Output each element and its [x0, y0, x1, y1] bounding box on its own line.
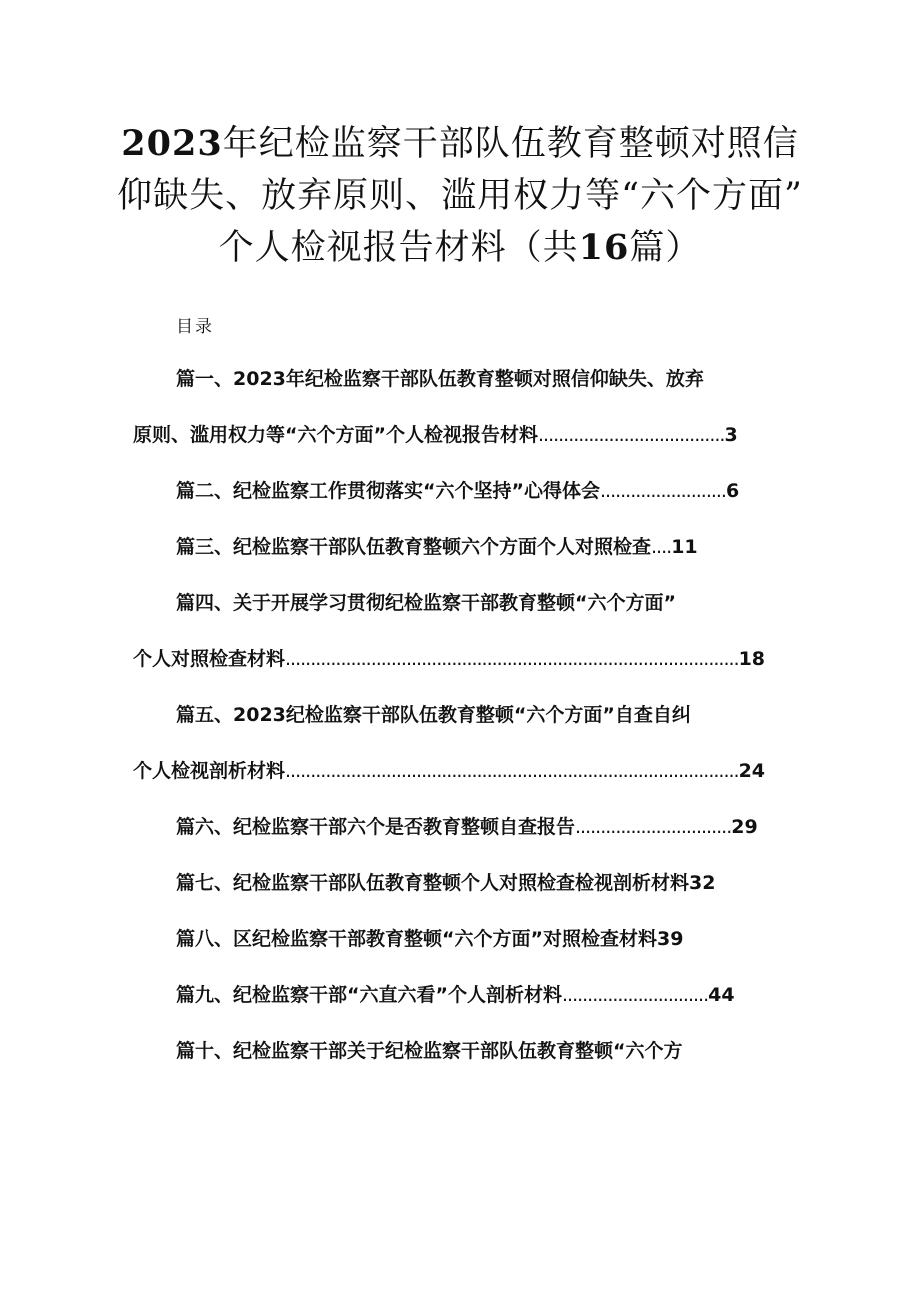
- toc-leader-dots: ..........................................................................................: [285, 648, 739, 670]
- toc-entry-2[interactable]: [176, 479, 739, 503]
- toc-entry-8[interactable]: [176, 927, 683, 951]
- title-count: 16: [578, 227, 630, 268]
- title-line-3: [0, 222, 920, 274]
- toc-entry-text: 篇五、2023纪检监察干部队伍教育整顿“六个方面”自查自纠: [176, 704, 691, 726]
- toc-entry-10[interactable]: [176, 1039, 683, 1063]
- toc-leader-dots: .............................: [561, 984, 709, 1006]
- toc-leader-dots: .....................................: [537, 424, 725, 446]
- title-line-3-pre: 个人检视报告材料（共: [218, 228, 579, 268]
- toc-page-number: 6: [725, 480, 740, 502]
- toc-entry-3[interactable]: [176, 535, 698, 559]
- toc-entry-6[interactable]: [176, 815, 758, 839]
- title-line-1-text: 年纪检监察干部队伍教育整顿对照信: [222, 124, 799, 164]
- toc-leader-dots: ..........................................................................................: [285, 760, 739, 782]
- toc-entry-text: 篇三、纪检监察干部队伍教育整顿六个方面个人对照检查: [176, 536, 652, 558]
- toc-page-number: 11: [671, 536, 698, 558]
- title-year: 2023: [121, 123, 223, 164]
- toc-entry-text: 篇七、纪检监察干部队伍教育整顿个人对照检查检视剖析材料: [176, 872, 690, 894]
- toc-page-number: 24: [738, 760, 766, 782]
- toc-entry-5-line-1[interactable]: [176, 703, 691, 727]
- toc-entry-text: 篇九、纪检监察干部“六直六看”个人剖析材料: [176, 984, 562, 1006]
- toc-entry-text: 篇八、区纪检监察干部教育整顿“六个方面”对照检查材料: [176, 928, 657, 950]
- title-line-3-post: 篇）: [629, 228, 702, 268]
- toc-entry-text: 个人检视剖析材料: [133, 760, 286, 782]
- title-line-2: 仰缺失、放弃原则、滥用权力等“六个方面”: [117, 176, 803, 216]
- toc-page-number: 29: [731, 816, 758, 838]
- toc-page-number: 39: [656, 928, 684, 950]
- toc-entry-1-line-2[interactable]: [133, 423, 738, 447]
- toc-entry-text: 篇一、2023年纪检监察干部队伍教育整顿对照信仰缺失、放弃: [176, 368, 704, 390]
- toc-entry-text: 篇六、纪检监察干部六个是否教育整顿自查报告: [176, 816, 576, 838]
- toc-page-number: 18: [738, 648, 766, 670]
- toc-entry-5-line-2[interactable]: [133, 759, 765, 783]
- toc-entry-4-line-1[interactable]: [176, 591, 676, 615]
- toc-entry-text: 篇四、关于开展学习贯彻纪检监察干部教育整顿“六个方面”: [176, 592, 676, 614]
- toc-entry-text: 原则、滥用权力等“六个方面”个人检视报告材料: [133, 424, 538, 446]
- toc-entry-text: 篇二、纪检监察工作贯彻落实“六个坚持”心得体会: [176, 480, 600, 502]
- toc-entry-9[interactable]: [176, 983, 735, 1007]
- document-title: [0, 118, 920, 274]
- toc-entry-4-line-2[interactable]: [133, 647, 765, 671]
- toc-leader-dots: .........................: [599, 480, 726, 502]
- toc-entry-text: 篇十、纪检监察干部关于纪检监察干部队伍教育整顿“六个方: [176, 1040, 683, 1062]
- toc-page-number: 32: [689, 872, 716, 894]
- toc-entry-text: 个人对照检查材料: [133, 648, 286, 670]
- toc-entry-7[interactable]: [176, 871, 715, 895]
- toc-heading: 目录: [176, 317, 214, 337]
- toc-entry-1-line-1[interactable]: [176, 367, 704, 391]
- title-line-1: [0, 118, 920, 170]
- toc-leader-dots: ....: [651, 536, 672, 558]
- toc-page-number: 3: [724, 424, 738, 446]
- toc-page-number: 44: [708, 984, 735, 1006]
- toc-leader-dots: ...............................: [575, 816, 732, 838]
